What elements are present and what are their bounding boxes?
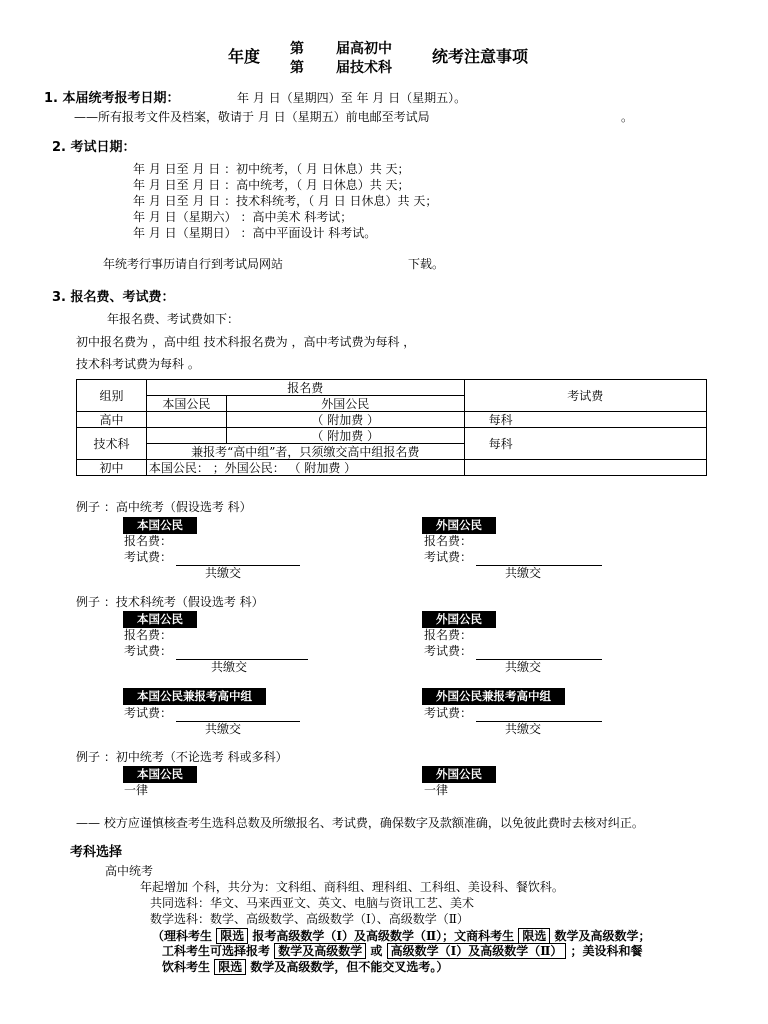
title-year: 年度 <box>228 47 261 66</box>
example-1-label: 例子 ：高中统考（假设选考 科） <box>76 500 252 514</box>
fee-table <box>76 379 707 476</box>
fee-line-1: 初中报名费为 ，高中组 技术科报名费为 ，高中考试费为每科 ， <box>76 335 416 349</box>
table-header-reg-fee: 报名费 <box>146 380 464 396</box>
table-cell-per-subject: 每科 <box>464 428 706 460</box>
example-2-foreign-tag: 外国公民 <box>422 611 496 628</box>
section-2-heading: 2. 考试日期： <box>52 140 136 155</box>
example-2-foreign-combo-tag: 外国公民兼报考高中组 <box>422 688 565 705</box>
limit-box: 限选 <box>216 928 248 944</box>
title-di-1: 第 <box>290 41 304 57</box>
example-2-local-total: 共缴交 <box>211 660 248 674</box>
math-rule-text: （理科考生 <box>152 929 213 943</box>
example-2-foreign-combo-total: 共缴交 <box>505 722 542 736</box>
option-box: 数学及高级数学 <box>274 943 366 959</box>
example-2-local-exam: 考试费： <box>124 644 173 658</box>
math-rule-text: 报考高级数学（Ⅰ）及高级数学（Ⅱ）；文商科考生 <box>252 929 515 943</box>
example-3-local-tag: 本国公民 <box>123 766 197 783</box>
common-subjects: 共同选科：华文、马来西亚文、英文、电脑与资讯工艺、美术 <box>150 896 475 910</box>
example-3-foreign-tag: 外国公民 <box>422 766 496 783</box>
math-subjects: 数学选科：数学、高级数学、高级数学（Ⅰ）、高级数学（Ⅱ） <box>150 912 469 926</box>
example-2-local-tag: 本国公民 <box>123 611 197 628</box>
example-1-local-tag: 本国公民 <box>123 517 197 534</box>
fee-line-2: 技术科考试费为每科 。 <box>76 357 200 371</box>
exam-date-line: 年 月 日至 月 日 ：技术科统考，（ 月 日 日休息）共 天； <box>133 194 438 208</box>
exam-date-line: 年 月 日（星期六） ：高中美术 科考试； <box>133 210 353 224</box>
example-1-foreign-reg: 报名费： <box>424 534 473 548</box>
example-3-foreign-flat: 一律 <box>424 783 449 797</box>
math-rule-text: 饮科考生 <box>162 960 211 974</box>
table-header-group: 组别 <box>77 380 147 412</box>
exam-date-line: 年 月 日至 月 日 ：初中统考，（ 月 日休息）共 天； <box>133 162 410 176</box>
calendar-download: 下载。 <box>408 257 445 271</box>
calendar-note: 年统考行事历请自行到考试局网站 <box>103 257 284 271</box>
section-4-subheading: 高中统考 <box>105 864 154 878</box>
math-rule-line-1 <box>152 929 651 944</box>
math-rule-line-2 <box>162 944 643 959</box>
option-box: 高级数学（Ⅰ）及高级数学（Ⅱ） <box>387 943 567 959</box>
table-row-high: 高中 <box>77 412 147 428</box>
table-header-local: 本国公民 <box>146 396 226 412</box>
table-cell <box>146 428 226 444</box>
table-header-exam-fee: 考试费 <box>464 380 706 412</box>
section-1-note-end: 。 <box>621 110 634 124</box>
example-2-foreign-total: 共缴交 <box>505 660 542 674</box>
example-1-local-reg: 报名费： <box>124 534 173 548</box>
title-suffix: 统考注意事项 <box>432 47 529 66</box>
table-header-foreign: 外国公民 <box>226 396 464 412</box>
math-rule-text: 工科考生可选择报考 <box>162 944 271 958</box>
math-rule-text: 数学及高级数学，但不能交叉选考。） <box>250 960 449 974</box>
table-cell-surcharge: （ 附加费 ） <box>226 412 464 428</box>
example-2-local-combo-total: 共缴交 <box>205 722 242 736</box>
example-1-foreign-exam: 考试费： <box>424 550 473 564</box>
section-1-date-line: 年 月 日（星期四）至 年 月 日（星期五）。 <box>237 91 467 105</box>
limit-box: 限选 <box>518 928 550 944</box>
example-2-foreign-exam: 考试费： <box>424 644 473 658</box>
title-di-2: 第 <box>290 60 304 76</box>
exam-date-line: 年 月 日（星期日） ：高中平面设计 科考试。 <box>133 226 377 240</box>
example-1-foreign-tag: 外国公民 <box>422 517 496 534</box>
section-4-heading: 考科选择 <box>70 845 123 860</box>
example-2-local-combo-tag: 本国公民兼报考高中组 <box>123 688 266 705</box>
table-cell-surcharge: （ 附加费 ） <box>226 428 464 444</box>
exam-date-line: 年 月 日至 月 日 ：高中统考，（ 月 日休息）共 天； <box>133 178 410 192</box>
example-2-foreign-combo-exam: 考试费： <box>424 706 473 720</box>
example-1-foreign-total: 共缴交 <box>505 566 542 580</box>
example-2-local-combo-exam: 考试费： <box>124 706 173 720</box>
example-2-foreign-reg: 报名费： <box>424 628 473 642</box>
table-cell-per-subject: 每科 <box>464 412 706 428</box>
table-row-junior: 初中 <box>77 460 147 476</box>
title-line-2: 届技术科 <box>336 60 392 76</box>
section-1-heading: 1. 本届统考报考日期： <box>44 91 180 106</box>
section-3-heading: 3. 报名费、考试费： <box>52 290 175 305</box>
verification-note: —— 校方应谨慎核查考生选科总数及所缴报名、考试费，确保数字及款额准确，以免彼此费时去核对纠正。 <box>76 816 644 830</box>
subject-intro: 年起增加 个科，共分为：文科组、商科组、理科组、工科组、美设科、餐饮科。 <box>140 880 564 894</box>
table-cell-junior-fees: 本国公民： ；外国公民： （ 附加费 ） <box>146 460 464 476</box>
table-cell <box>146 412 226 428</box>
title-line-1: 届高初中 <box>336 41 392 57</box>
example-1-local-exam: 考试费： <box>124 550 173 564</box>
example-3-local-flat: 一律 <box>124 783 149 797</box>
limit-box: 限选 <box>214 959 246 975</box>
table-cell-combined-note: 兼报考“高中组”者，只须缴交高中组报名费 <box>146 444 464 460</box>
math-rule-line-3 <box>162 960 448 975</box>
example-1-local-total: 共缴交 <box>205 566 242 580</box>
table-cell <box>464 460 706 476</box>
example-2-label: 例子 ：技术科统考（假设选考 科） <box>76 595 264 609</box>
example-2-local-reg: 报名费： <box>124 628 173 642</box>
example-3-label: 例子 ：初中统考（不论选考 科或多科） <box>76 750 288 764</box>
fee-intro: 年报名费、考试费如下： <box>107 312 240 326</box>
math-rule-text: ；美设科和餐 <box>570 944 643 958</box>
section-1-note: ——所有报考文件及档案，敬请于 月 日（星期五）前电邮至考试局 <box>74 110 430 124</box>
math-rule-text: 或 <box>370 944 383 958</box>
math-rule-text: 数学及高级数学； <box>554 929 651 943</box>
table-row-tech: 技术科 <box>77 428 147 460</box>
